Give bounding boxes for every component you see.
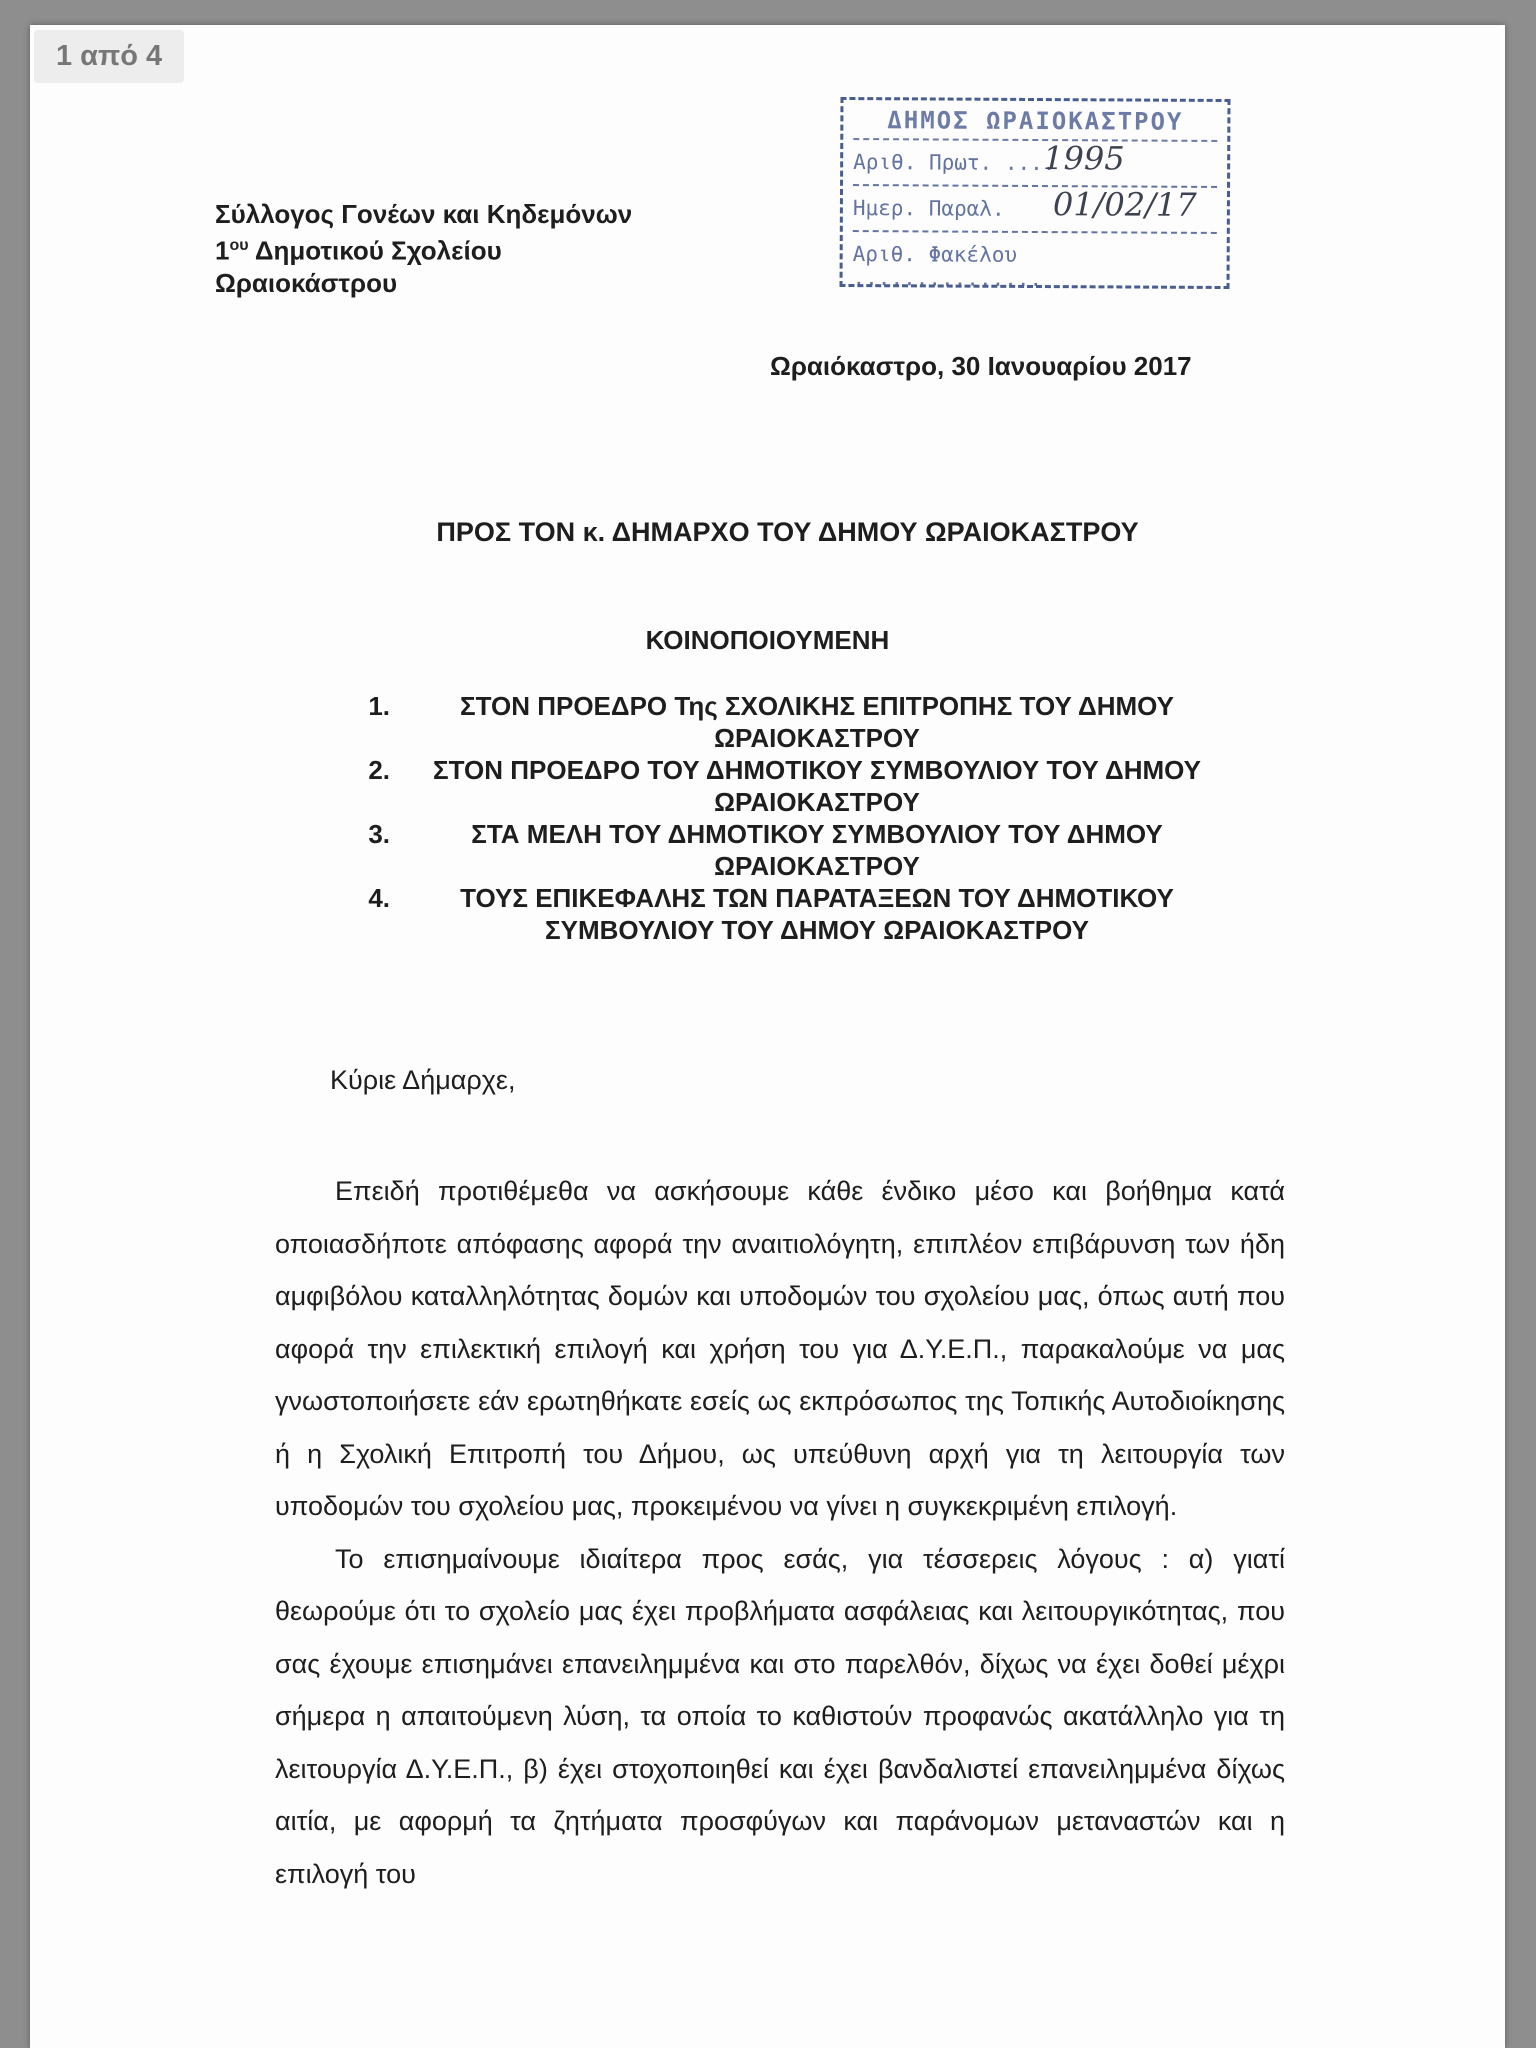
recipient-line: ΠΡΟΣ ΤΟΝ κ. ΔΗΜΑΡΧΟ ΤΟΥ ΔΗΜΟΥ ΩΡΑΙΟΚΑΣΤΡΟΥ <box>436 517 1139 547</box>
cc-item: 2. ΣΤΟΝ ΠΡΟΕΔΡΟ ΤΟΥ ΔΗΜΟΤΙΚΟΥ ΣΥΜΒΟΥΛΙΟΥ ΤΟΥ ΔΗΜΟΥ ΩΡΑΙΟΚΑΣΤΡΟΥ <box>368 755 1201 817</box>
document-page[interactable] <box>30 25 1505 2048</box>
stamp-row-date: Ημερ. Παραλ. 01/02/17 <box>853 196 1217 234</box>
paragraph: Επειδή προτιθέμεθα να ασκήσουμε κάθε ένδικο μέσο και βοήθημα κατά οποιασδήποτε απόφασης αφορά την αναιτιολόγητη, επιπλέον επιβάρυνση των ήδη αμφιβόλου καταλληλότητας δομών και υποδομών του σχολείου μας, όπως αυτή που αφορά την επιλεκτική επιλογή και χρήση του για Δ.Υ.Ε.Π., παρακαλούμε να μας γνωστοποιήσετε εάν ερωτηθήκατε εσείς ως εκπρόσωπος της Τοπικής Αυτοδιοίκησης ή η Σχολική Επιτροπή του Δήμου, ως υπεύθυνη αρχή για τη λειτουργία των υποδομών του σχολείου μας, προκειμένου να γίνει η συγκεκριμένη επιλογή. <box>275 1176 1285 1521</box>
cc-item: 1. ΣΤΟΝ ΠΡΟΕΔΡΟ Της ΣΧΟΛΙΚΗΣ ΕΠΙΤΡΟΠΗΣ ΤΟΥ ΔΗΜΟΥ ΩΡΑΙΟΚΑΣΤΡΟΥ <box>368 691 1175 753</box>
salutation: Κύριε Δήμαρχε, <box>330 1065 516 1095</box>
sender-line-3: Ωραιοκάστρου <box>215 267 398 298</box>
stamp-protocol-number: 1995 <box>1043 139 1125 178</box>
sender-line-2: $1^{o\upsilon}$ Δημοτικού Σχολείου <box>215 235 502 266</box>
sender-block <box>215 198 632 299</box>
stamp-row-protocol: Αριθ. Πρωτ. .... 1995 <box>853 150 1217 188</box>
paragraph: Το επισημαίνουμε ιδιαίτερα προς εσάς, για τέσσερεις λόγους : α) γιατί θεωρούμε ότι το σχολείο μας έχει προβλήματα ασφάλειας και λειτουργικότητας, που σας έχουμε επισημάνει επανειλημμένα και στο παρελθόν, δίχως να έχει δοθεί μέχρι σήμερα η απαιτούμενη λύση, τα οποία το καθιστούν προφανώς ακατάλληλο για τη λειτουργία Δ.Υ.Ε.Π., β) έχει στοχοποιηθεί και έχει βανδαλιστεί επανειλημμένα δίχως αιτία, με αφορμή τα ζητήματα προσφύγων και παράνομων μεταναστών και η επιλογή του <box>275 1543 1285 1889</box>
page-indicator: 1 από 4 <box>34 30 184 83</box>
letter-body <box>275 1165 1285 1900</box>
registry-stamp <box>840 97 1231 292</box>
stamp-title: ΔΗΜΟΣ ΩΡΑΙΟΚΑΣΤΡΟΥ <box>853 106 1217 142</box>
cc-item: 3. ΣΤΑ ΜΕΛΗ ΤΟΥ ΔΗΜΟΤΙΚΟΥ ΣΥΜΒΟΥΛΙΟΥ ΤΟΥ ΔΗΜΟΥ ΩΡΑΙΟΚΑΣΤΡΟΥ <box>368 819 1163 881</box>
stamp-received-date: 01/02/17 <box>1052 185 1197 224</box>
cc-list <box>330 690 1230 946</box>
cc-item: 4. ΤΟΥΣ ΕΠΙΚΕΦΑΛΗΣ ΤΩΝ ΠΑΡΑΤΑΞΕΩΝ ΤΟΥ ΔΗΜΟΤΙΚΟΥ ΣΥΜΒΟΥΛΙΟΥ ΤΟΥ ΔΗΜΟΥ ΩΡΑΙΟΚΑΣΤΡΟΥ <box>368 883 1174 945</box>
stamp-row-folder: Αριθ. Φακέλου ............... <box>852 242 1043 292</box>
sender-line-1: Σύλλογος Γονέων και Κηδεμόνων <box>215 199 633 229</box>
place-date: Ωραιόκαστρο, 30 Ιανουαρίου 2017 <box>770 351 1192 381</box>
cc-title: ΚΟΙΝΟΠΟΙΟΥΜΕΝΗ <box>645 625 890 655</box>
